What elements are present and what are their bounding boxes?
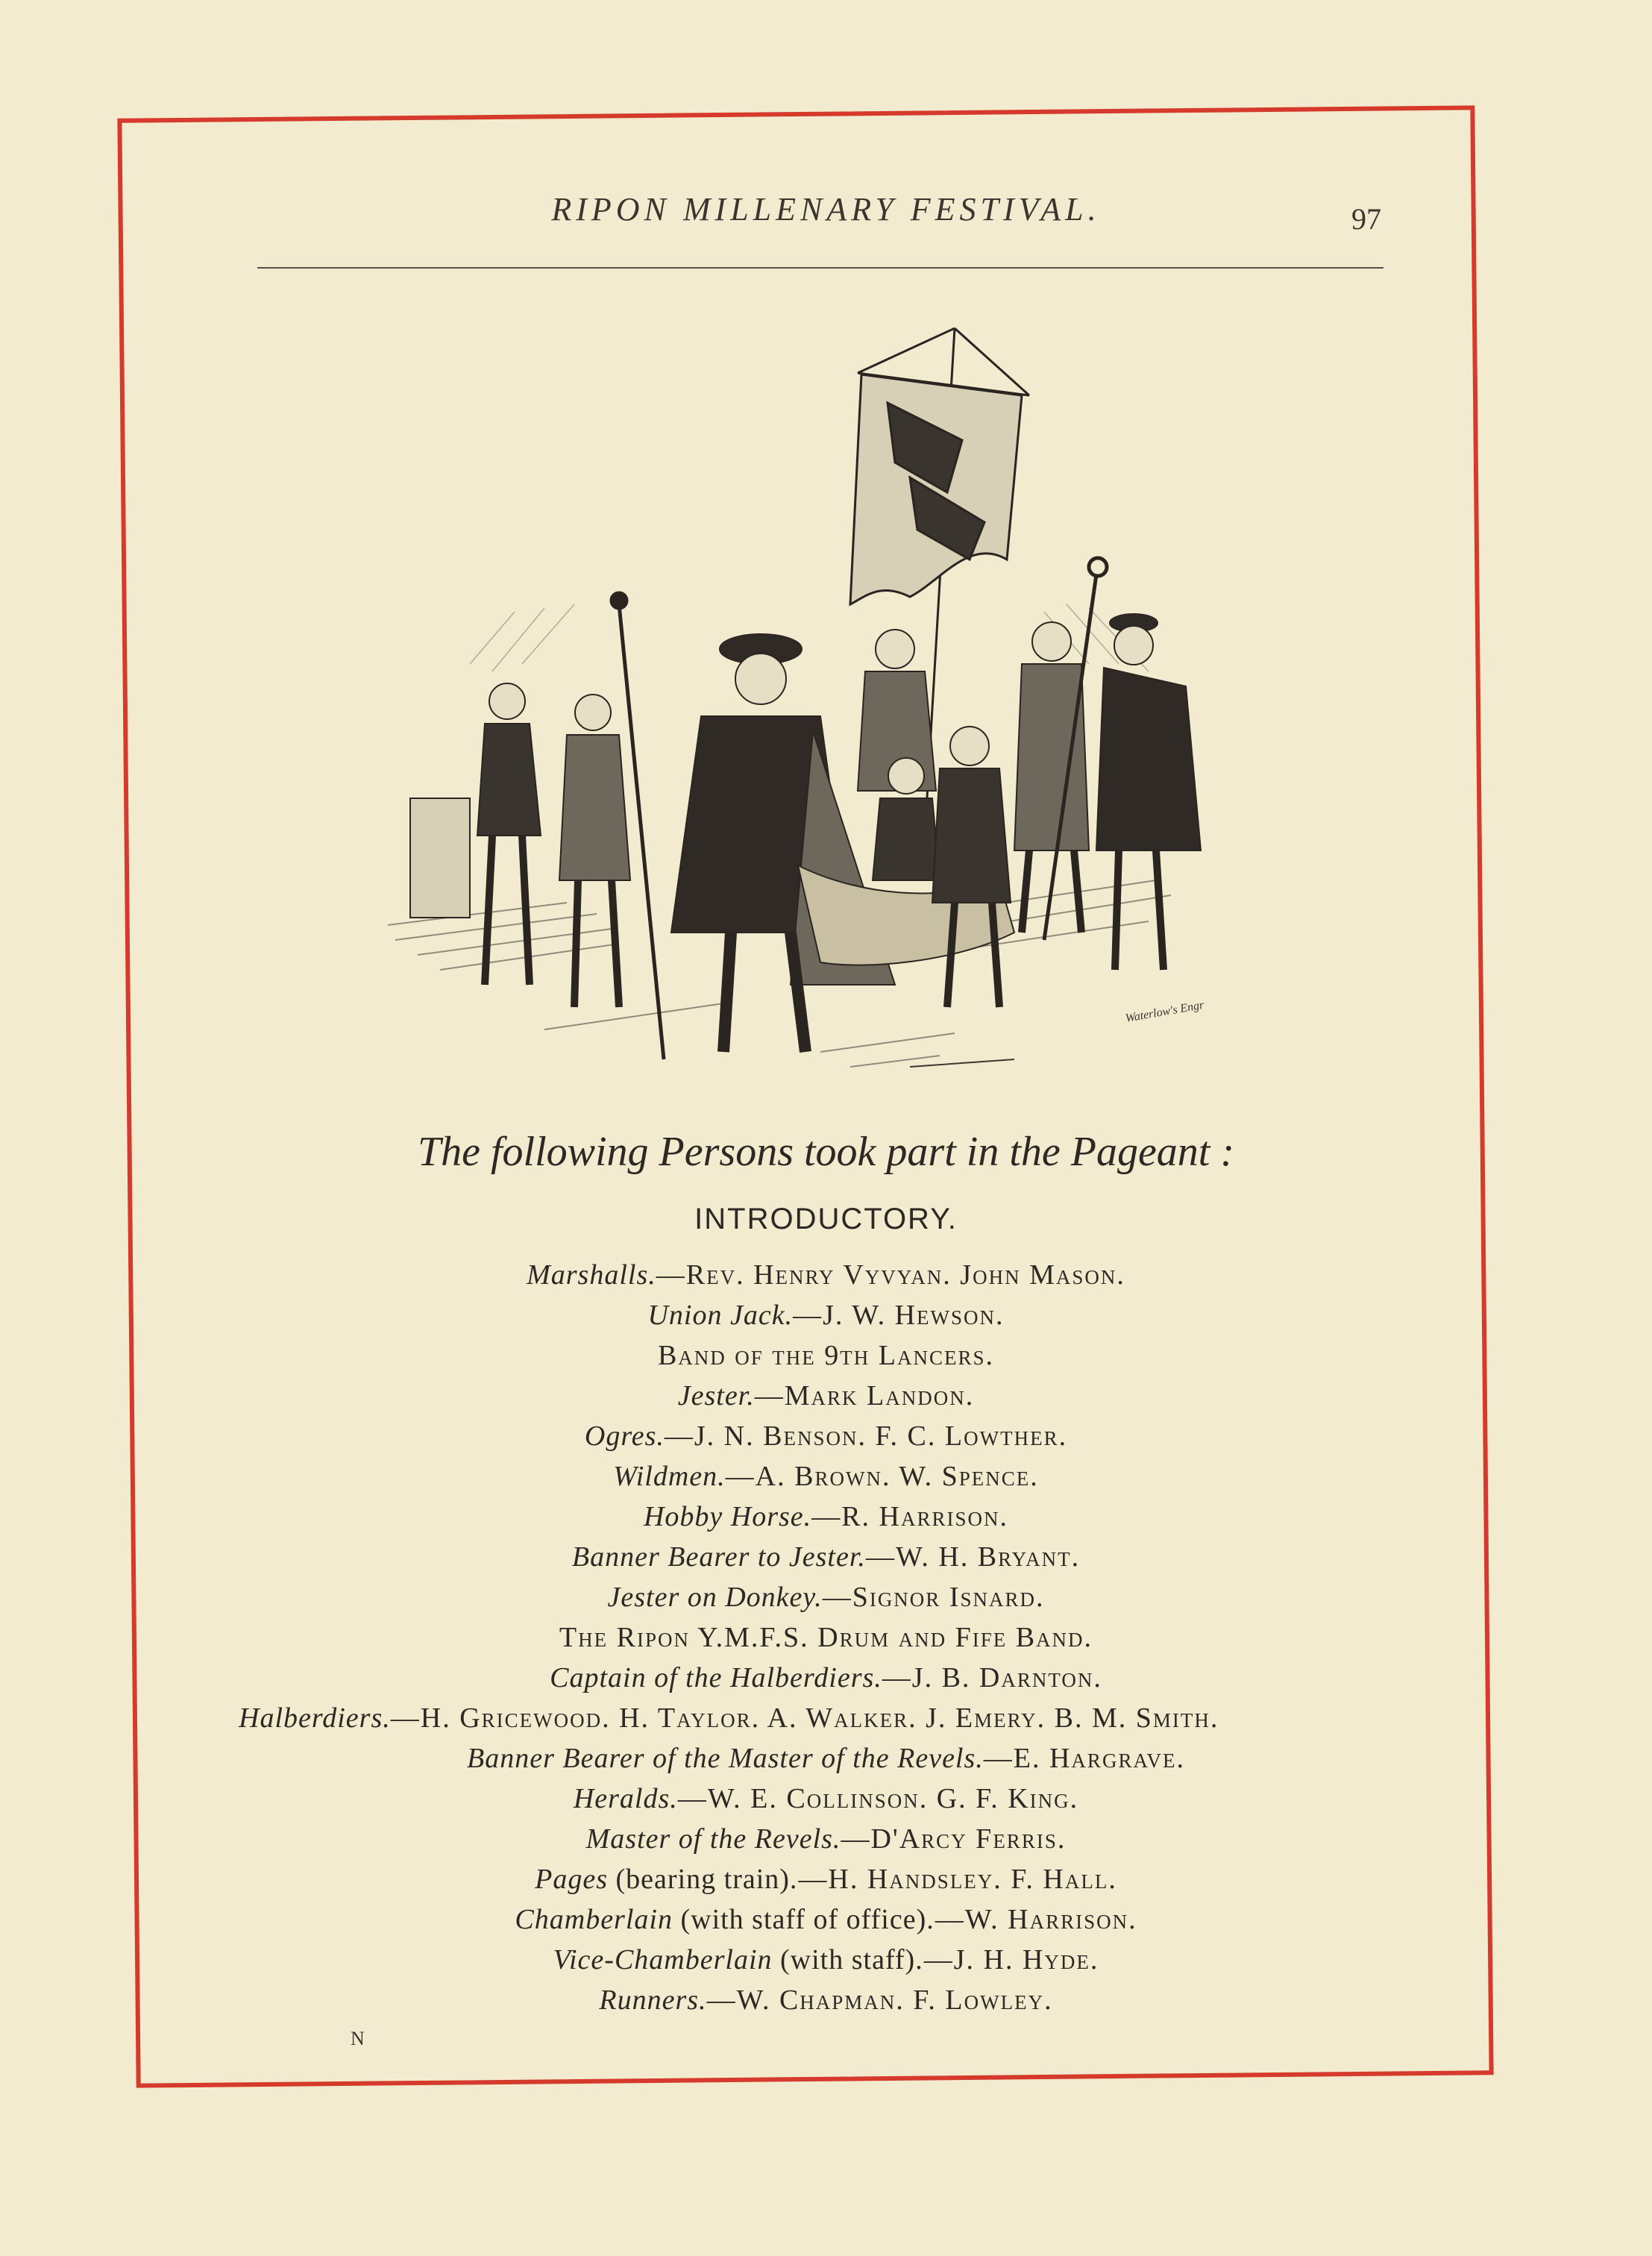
entry-role: Hobby Horse. bbox=[643, 1501, 812, 1532]
entry-role: Heralds. bbox=[573, 1783, 678, 1814]
entry-role: Chamberlain bbox=[515, 1904, 673, 1935]
entry-row bbox=[0, 1899, 1652, 1940]
entry-row bbox=[0, 1658, 1652, 1698]
entry-names: The Ripon Y.M.F.S. Drum and Fife Band. bbox=[559, 1622, 1093, 1653]
entry-names: —Mark Landon. bbox=[754, 1380, 975, 1411]
entry-role: Master of the Revels. bbox=[585, 1823, 841, 1855]
entry-names: —J. N. Benson. F. C. Lowther. bbox=[664, 1420, 1068, 1452]
entry-names: —D'Arcy Ferris. bbox=[841, 1823, 1067, 1855]
entry-role: Banner Bearer of the Master of the Revels. bbox=[467, 1743, 984, 1774]
signature-mark: N bbox=[351, 2028, 365, 2049]
entry-names: .—J. H. Hyde. bbox=[915, 1944, 1099, 1975]
entry-names: —W. H. Bryant. bbox=[865, 1541, 1081, 1573]
entry-names: —Rev. Henry Vyvyan. John Mason. bbox=[656, 1259, 1125, 1291]
entry-role: Banner Bearer to Jester. bbox=[571, 1541, 866, 1573]
figure-herald-right bbox=[1096, 614, 1201, 970]
entry-row bbox=[0, 1779, 1652, 1819]
entry-row bbox=[0, 1416, 1652, 1456]
entry-role: Runners. bbox=[599, 1984, 707, 2016]
entry-names: —E. Hargrave. bbox=[983, 1743, 1185, 1774]
pageant-illustration bbox=[373, 313, 1238, 1097]
entry-row bbox=[0, 1295, 1652, 1335]
entry-names: —J. B. Darnton. bbox=[882, 1662, 1102, 1693]
pageant-heading: The following Persons took part in the Pageant : bbox=[417, 1129, 1235, 1175]
entry-extra: (with staff) bbox=[772, 1944, 916, 1975]
figure-left-banner-boy bbox=[410, 683, 541, 985]
participants-list bbox=[0, 1255, 1652, 2020]
header-rule bbox=[257, 267, 1384, 269]
page-number: 97 bbox=[1351, 202, 1381, 236]
entry-extra: (with staff of office) bbox=[672, 1904, 927, 1935]
figure-page-left bbox=[559, 695, 630, 1007]
running-head: RIPON MILLENARY FESTIVAL. bbox=[551, 191, 1101, 228]
figure-master-of-revels bbox=[671, 634, 895, 1052]
entry-row bbox=[0, 1537, 1652, 1577]
section-title: INTRODUCTORY. bbox=[694, 1203, 958, 1235]
entry-role: Ogres. bbox=[584, 1420, 665, 1452]
entry-role: Marshalls. bbox=[527, 1259, 656, 1291]
entry-extra: (bearing train) bbox=[608, 1864, 790, 1895]
entry-names: —A. Brown. W. Spence. bbox=[725, 1461, 1039, 1492]
entry-names: .—H. Handsley. F. Hall. bbox=[789, 1864, 1117, 1895]
entry-names: —Signor Isnard. bbox=[822, 1582, 1045, 1613]
entry-role: Jester on Donkey. bbox=[607, 1582, 823, 1613]
entry-role: Jester. bbox=[677, 1380, 755, 1411]
entry-role: Vice-Chamberlain bbox=[553, 1944, 773, 1975]
entry-row bbox=[0, 1940, 1652, 1980]
entry-role: Union Jack. bbox=[647, 1300, 794, 1331]
figure-page-right bbox=[932, 727, 1011, 1007]
entry-row bbox=[0, 1738, 1652, 1779]
entry-row bbox=[0, 1255, 1652, 1295]
entry-role: Pages bbox=[535, 1864, 609, 1895]
entry-row bbox=[0, 1577, 1652, 1617]
engraver-signature: Waterlow's Engr bbox=[1124, 998, 1205, 1025]
entry-role: Wildmen. bbox=[613, 1461, 726, 1492]
entry-row bbox=[0, 1698, 1652, 1738]
entry-names: Band of the 9th Lancers. bbox=[657, 1340, 995, 1371]
entry-role: Halberdiers. bbox=[239, 1702, 391, 1734]
entry-row bbox=[0, 1456, 1652, 1497]
entry-row bbox=[0, 1819, 1652, 1859]
entry-row bbox=[0, 1617, 1652, 1658]
engraver-flourish bbox=[910, 1059, 1014, 1067]
entry-role: Captain of the Halberdiers. bbox=[550, 1662, 882, 1693]
entry-row bbox=[0, 1497, 1652, 1537]
entry-row bbox=[0, 1980, 1652, 2020]
entry-names: .—W. Harrison. bbox=[926, 1904, 1137, 1935]
entry-row bbox=[0, 1335, 1652, 1376]
entry-row bbox=[0, 1859, 1652, 1899]
entry-names: —W. Chapman. F. Lowley. bbox=[706, 1984, 1053, 2016]
entry-names: —H. Gricewood. H. Taylor. A. Walker. J. Emery. B. M. Smith. bbox=[390, 1702, 1219, 1734]
entry-row bbox=[0, 1376, 1652, 1416]
entry-names: —W. E. Collinson. G. F. King. bbox=[677, 1783, 1079, 1814]
entry-names: —J. W. Hewson. bbox=[793, 1300, 1005, 1331]
entry-names: —R. Harrison. bbox=[811, 1501, 1008, 1532]
